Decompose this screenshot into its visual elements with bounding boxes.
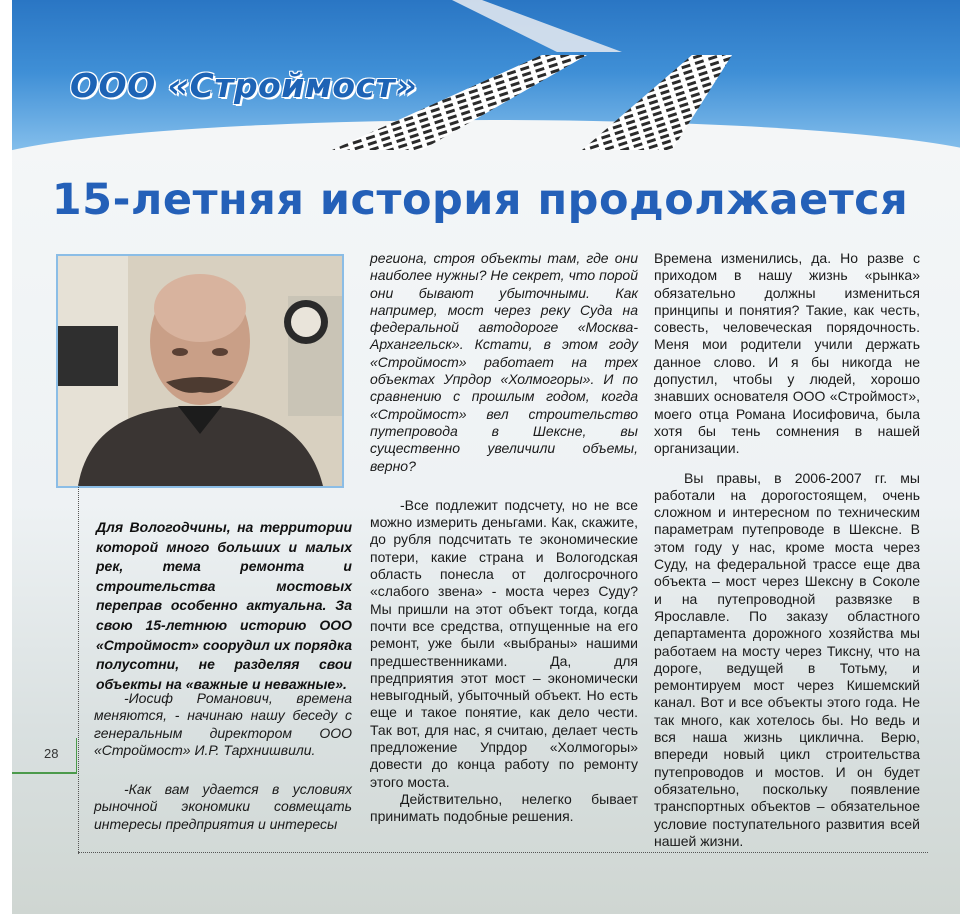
company-title: ООО «Строймост»: [70, 66, 418, 105]
question-paragraph-start: -Как вам удается в условиях рыночной экономики совмещать интересы предприятия и интересы: [94, 781, 352, 832]
text-column-2: [370, 250, 638, 838]
page-number: 28: [44, 746, 59, 761]
answer-paragraph-1: -Все подлежит подсчету, но не все можно измерить деньгами. Как, скажите, до рубля подсчитать те экономические потери, какие страна и Вологодская область понесла от долгосрочного «слабого звена» - моста через Суду? Мы пришли на этот объект тогда, когда почти все средства, отпущенные на его ремонт, уже были «выбраны» нашими предшественниками. Да, для предприятия этот мост – экономически невыгодный, убыточный объект. Но есть еще и такое понятие, как дело чести. Так вот, для нас, я считаю, делает честь предложение Упрдор «Холмогоры» довести до конца работу по ремонту этого моста.: [370, 496, 638, 790]
article-lead: Для Вологодчины, на территории которой много больших и малых рек, тема ремонта и строительства мостовых переправ особенно актуальна. За свою 15-летнюю историю ООО «Строймост» соорудил их порядка полусотни, не разделяя свои объекты на «важные и неважные».: [96, 519, 352, 692]
question-start: [94, 781, 352, 845]
answer-paragraph-3: Вы правы, в 2006-2007 гг. мы работали на дорогостоящем, очень сложном и интересном по техническим параметрам путепроводе в Шексне. В этом году у нас, кроме моста через Суду, на федеральной трассе еще два объекта – мост через Шексну в Соколе и на путепроводной развязке в Ярославле. По заказу областного департамента дорожного хозяйства мы работаем на мосту через Тиксну, что на дороге, ведущей в Тотьму, и ремонтируем мост через Кишемский канал. Вот и все объекты этого года. Не так много, как хотелось бы. Но ведь и вся наша жизнь циклична. Верю, впереди новый цикл строительства путепроводов и мостов. И он будет обязательно, поскольку появление транспортных объектов – обязательное условие поступательного развития всей нашей жизни.: [654, 469, 920, 849]
portrait-photo: [56, 254, 344, 488]
answer-paragraph-2-cont: Времена изменились, да. Но разве с приходом в нашу жизнь «рынка» обязательно должны измениться принципы и понятия? Такие, как честь, совесть, человеческая порядочность. Меня мои родители учили держать данное слово. И я бы никогда не допустил, чтобы у людей, хорошо знавших основателя ООО «Строймост», моего отца Романа Иосифовича, была хотя бы тень сомнения в нашей организации.: [654, 250, 920, 457]
answer-paragraph-2-start: Действительно, нелегко бывает принимать подобные решения.: [370, 790, 638, 825]
interview-intro: [94, 690, 352, 771]
header-banner: [12, 0, 960, 160]
intro-paragraph: -Иосиф Романович, времена меняются, - начинаю нашу беседу с генеральным директором ООО «Строймост» И.Р. Тархнишвили.: [94, 690, 352, 758]
portrait-image: [58, 256, 342, 486]
question-paragraph-cont: региона, строя объекты там, где они наиболее нужны? Не секрет, что порой они бывают убыточными. Как например, мост через реку Суда на федеральной автодороге «Москва-Архангельск». Кстати, в этом году «Строймост» работает на трех объектах Упрдор «Холмогоры». И по сравнению с прошлым годом, когда «Строймост» вел строительство путепровода в Шексне, вы существенно увеличили объемы, верно?: [370, 250, 638, 474]
text-column-3: [654, 250, 920, 862]
article-headline: 15-летняя история продолжается: [51, 175, 909, 225]
dotted-guide-vertical: [78, 484, 80, 854]
page-gutter: [0, 0, 12, 914]
